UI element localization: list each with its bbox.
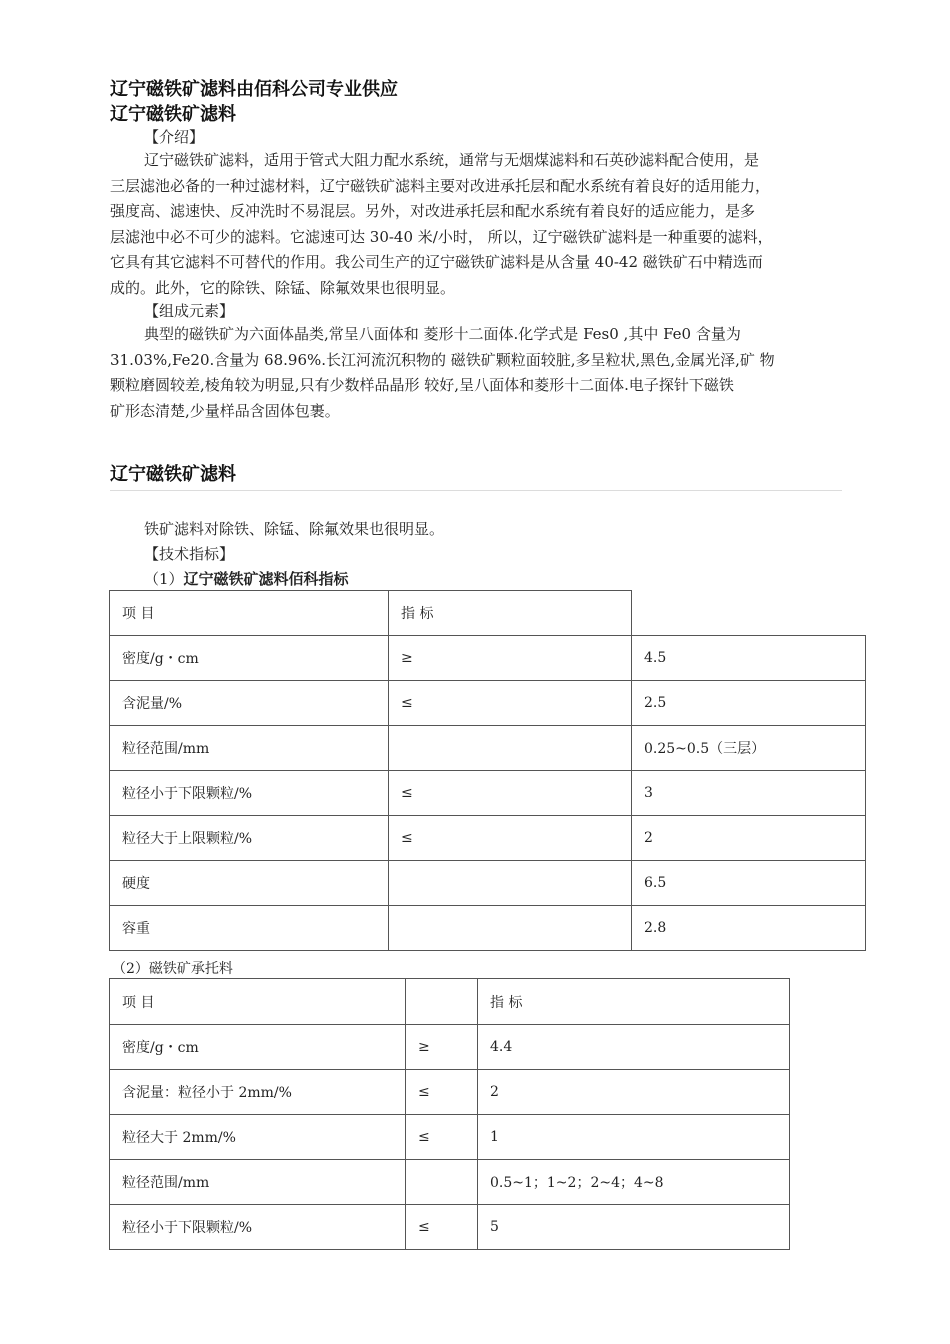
table-cell: ≤ bbox=[389, 681, 632, 726]
table-row bbox=[110, 1205, 790, 1250]
spec-table-2 bbox=[109, 978, 790, 1250]
table1-caption bbox=[144, 568, 349, 589]
table-cell bbox=[389, 726, 632, 771]
spec-table-1 bbox=[109, 590, 866, 951]
table-cell: 2.8 bbox=[632, 906, 866, 951]
table-row bbox=[110, 771, 866, 816]
composition-line: 矿形态清楚,少量样品含固体包裹。 bbox=[110, 401, 340, 420]
table-cell: ≤ bbox=[389, 816, 632, 861]
table-header-cell bbox=[406, 979, 478, 1025]
table-cell bbox=[406, 1160, 478, 1205]
table-cell: 硬度 bbox=[110, 861, 389, 906]
table-cell: 0.25~0.5（三层） bbox=[632, 726, 866, 771]
table-cell: ≤ bbox=[406, 1205, 478, 1250]
composition-line: 31.03%,Fe20.含量为 68.96%.长江河流沉积物的 磁铁矿颗粒面较脏,多呈粒状,黑色,金属光泽,矿 物 bbox=[110, 350, 775, 369]
intro-label: 【介绍】 bbox=[144, 128, 205, 146]
page-subtitle: 辽宁磁铁矿滤料 bbox=[110, 104, 236, 125]
section-heading: 辽宁磁铁矿滤料 bbox=[110, 464, 236, 485]
page-title: 辽宁磁铁矿滤料由佰科公司专业供应 bbox=[110, 79, 398, 100]
table-cell: 密度/g・cm bbox=[110, 1025, 406, 1070]
table-cell: 粒径范围/mm bbox=[110, 1160, 406, 1205]
table1-caption-title: 辽宁磁铁矿滤料佰科指标 bbox=[183, 570, 349, 588]
table-cell: 含泥量：粒径小于 2mm/% bbox=[110, 1070, 406, 1115]
table-row bbox=[110, 1115, 790, 1160]
table-cell: 含泥量/% bbox=[110, 681, 389, 726]
table-header-row bbox=[110, 979, 790, 1025]
table-header-cell: 指 标 bbox=[389, 591, 632, 636]
composition-label: 【组成元素】 bbox=[144, 302, 235, 320]
table-cell: 粒径小于下限颗粒/% bbox=[110, 771, 389, 816]
table-cell: 粒径大于 2mm/% bbox=[110, 1115, 406, 1160]
table1-caption-prefix: （1） bbox=[144, 570, 184, 588]
table-cell: 粒径范围/mm bbox=[110, 726, 389, 771]
table-row bbox=[110, 636, 866, 681]
section-note: 铁矿滤料对除铁、除锰、除氟效果也很明显。 bbox=[144, 520, 445, 538]
intro-line: 它具有其它滤料不可替代的作用。我公司生产的辽宁磁铁矿滤料是从含量 40-42 磁铁矿石中精选而 bbox=[110, 253, 763, 271]
table-row bbox=[110, 681, 866, 726]
table-cell: 4.4 bbox=[478, 1025, 790, 1070]
section-divider bbox=[110, 490, 842, 491]
table-row bbox=[110, 861, 866, 906]
table-cell: 5 bbox=[478, 1205, 790, 1250]
table-empty-cell bbox=[632, 591, 866, 636]
intro-paragraph bbox=[110, 148, 842, 301]
table-header-cell: 指 标 bbox=[478, 979, 790, 1025]
composition-line: 颗粒磨圆较差,棱角较为明显,只有少数样品晶形 较好,呈八面体和菱形十二面体.电子探针下磁铁 bbox=[110, 376, 734, 394]
table-row bbox=[110, 816, 866, 861]
table-row bbox=[110, 1070, 790, 1115]
table-row bbox=[110, 726, 866, 771]
table-cell: 粒径大于上限颗粒/% bbox=[110, 816, 389, 861]
table-cell bbox=[389, 906, 632, 951]
intro-line: 辽宁磁铁矿滤料，适用于管式大阻力配水系统，通常与无烟煤滤料和石英砂滤料配合使用，是 bbox=[144, 151, 760, 169]
table-cell: ≤ bbox=[406, 1070, 478, 1115]
table-cell: 0.5~1；1~2；2~4；4~8 bbox=[478, 1160, 790, 1205]
table-cell: 2 bbox=[632, 816, 866, 861]
table-cell: ≤ bbox=[389, 771, 632, 816]
composition-paragraph bbox=[110, 322, 842, 424]
table-header-row bbox=[110, 591, 866, 636]
table-cell: 6.5 bbox=[632, 861, 866, 906]
table2-caption: （2）磁铁矿承托料 bbox=[112, 961, 233, 977]
table-cell: 2 bbox=[478, 1070, 790, 1115]
intro-line: 层滤池中必不可少的滤料。它滤速可达 30-40 米/小时， 所以，辽宁磁铁矿滤料是一种重要的滤料， bbox=[110, 227, 773, 246]
table-cell: 1 bbox=[478, 1115, 790, 1160]
table-cell: ≤ bbox=[406, 1115, 478, 1160]
table-header-cell: 项 目 bbox=[110, 979, 406, 1025]
table-cell: 2.5 bbox=[632, 681, 866, 726]
table-cell: 粒径小于下限颗粒/% bbox=[110, 1205, 406, 1250]
intro-line: 三层滤池必备的一种过滤材料，辽宁磁铁矿滤料主要对改进承托层和配水系统有着良好的适用能力， bbox=[110, 176, 771, 195]
tech-label: 【技术指标】 bbox=[144, 545, 235, 563]
table-cell: ≥ bbox=[406, 1025, 478, 1070]
table-cell: 4.5 bbox=[632, 636, 866, 681]
table-header-cell: 项 目 bbox=[110, 591, 389, 636]
intro-line: 强度高、滤速快、反冲洗时不易混层。另外，对改进承托层和配水系统有着良好的适应能力，是多 bbox=[110, 202, 756, 220]
intro-line: 成的。此外，它的除铁、除锰、除氟效果也很明显。 bbox=[110, 278, 456, 297]
table-row bbox=[110, 1025, 790, 1070]
table-row bbox=[110, 1160, 790, 1205]
table-cell: ≥ bbox=[389, 636, 632, 681]
table-cell: 容重 bbox=[110, 906, 389, 951]
table-row bbox=[110, 906, 866, 951]
composition-line: 典型的磁铁矿为六面体晶类,常呈八面体和 菱形十二面体.化学式是 Fes0 ,其中 Fe0 含量为 bbox=[144, 325, 741, 343]
table-cell bbox=[389, 861, 632, 906]
table-cell: 3 bbox=[632, 771, 866, 816]
table-cell: 密度/g・cm bbox=[110, 636, 389, 681]
